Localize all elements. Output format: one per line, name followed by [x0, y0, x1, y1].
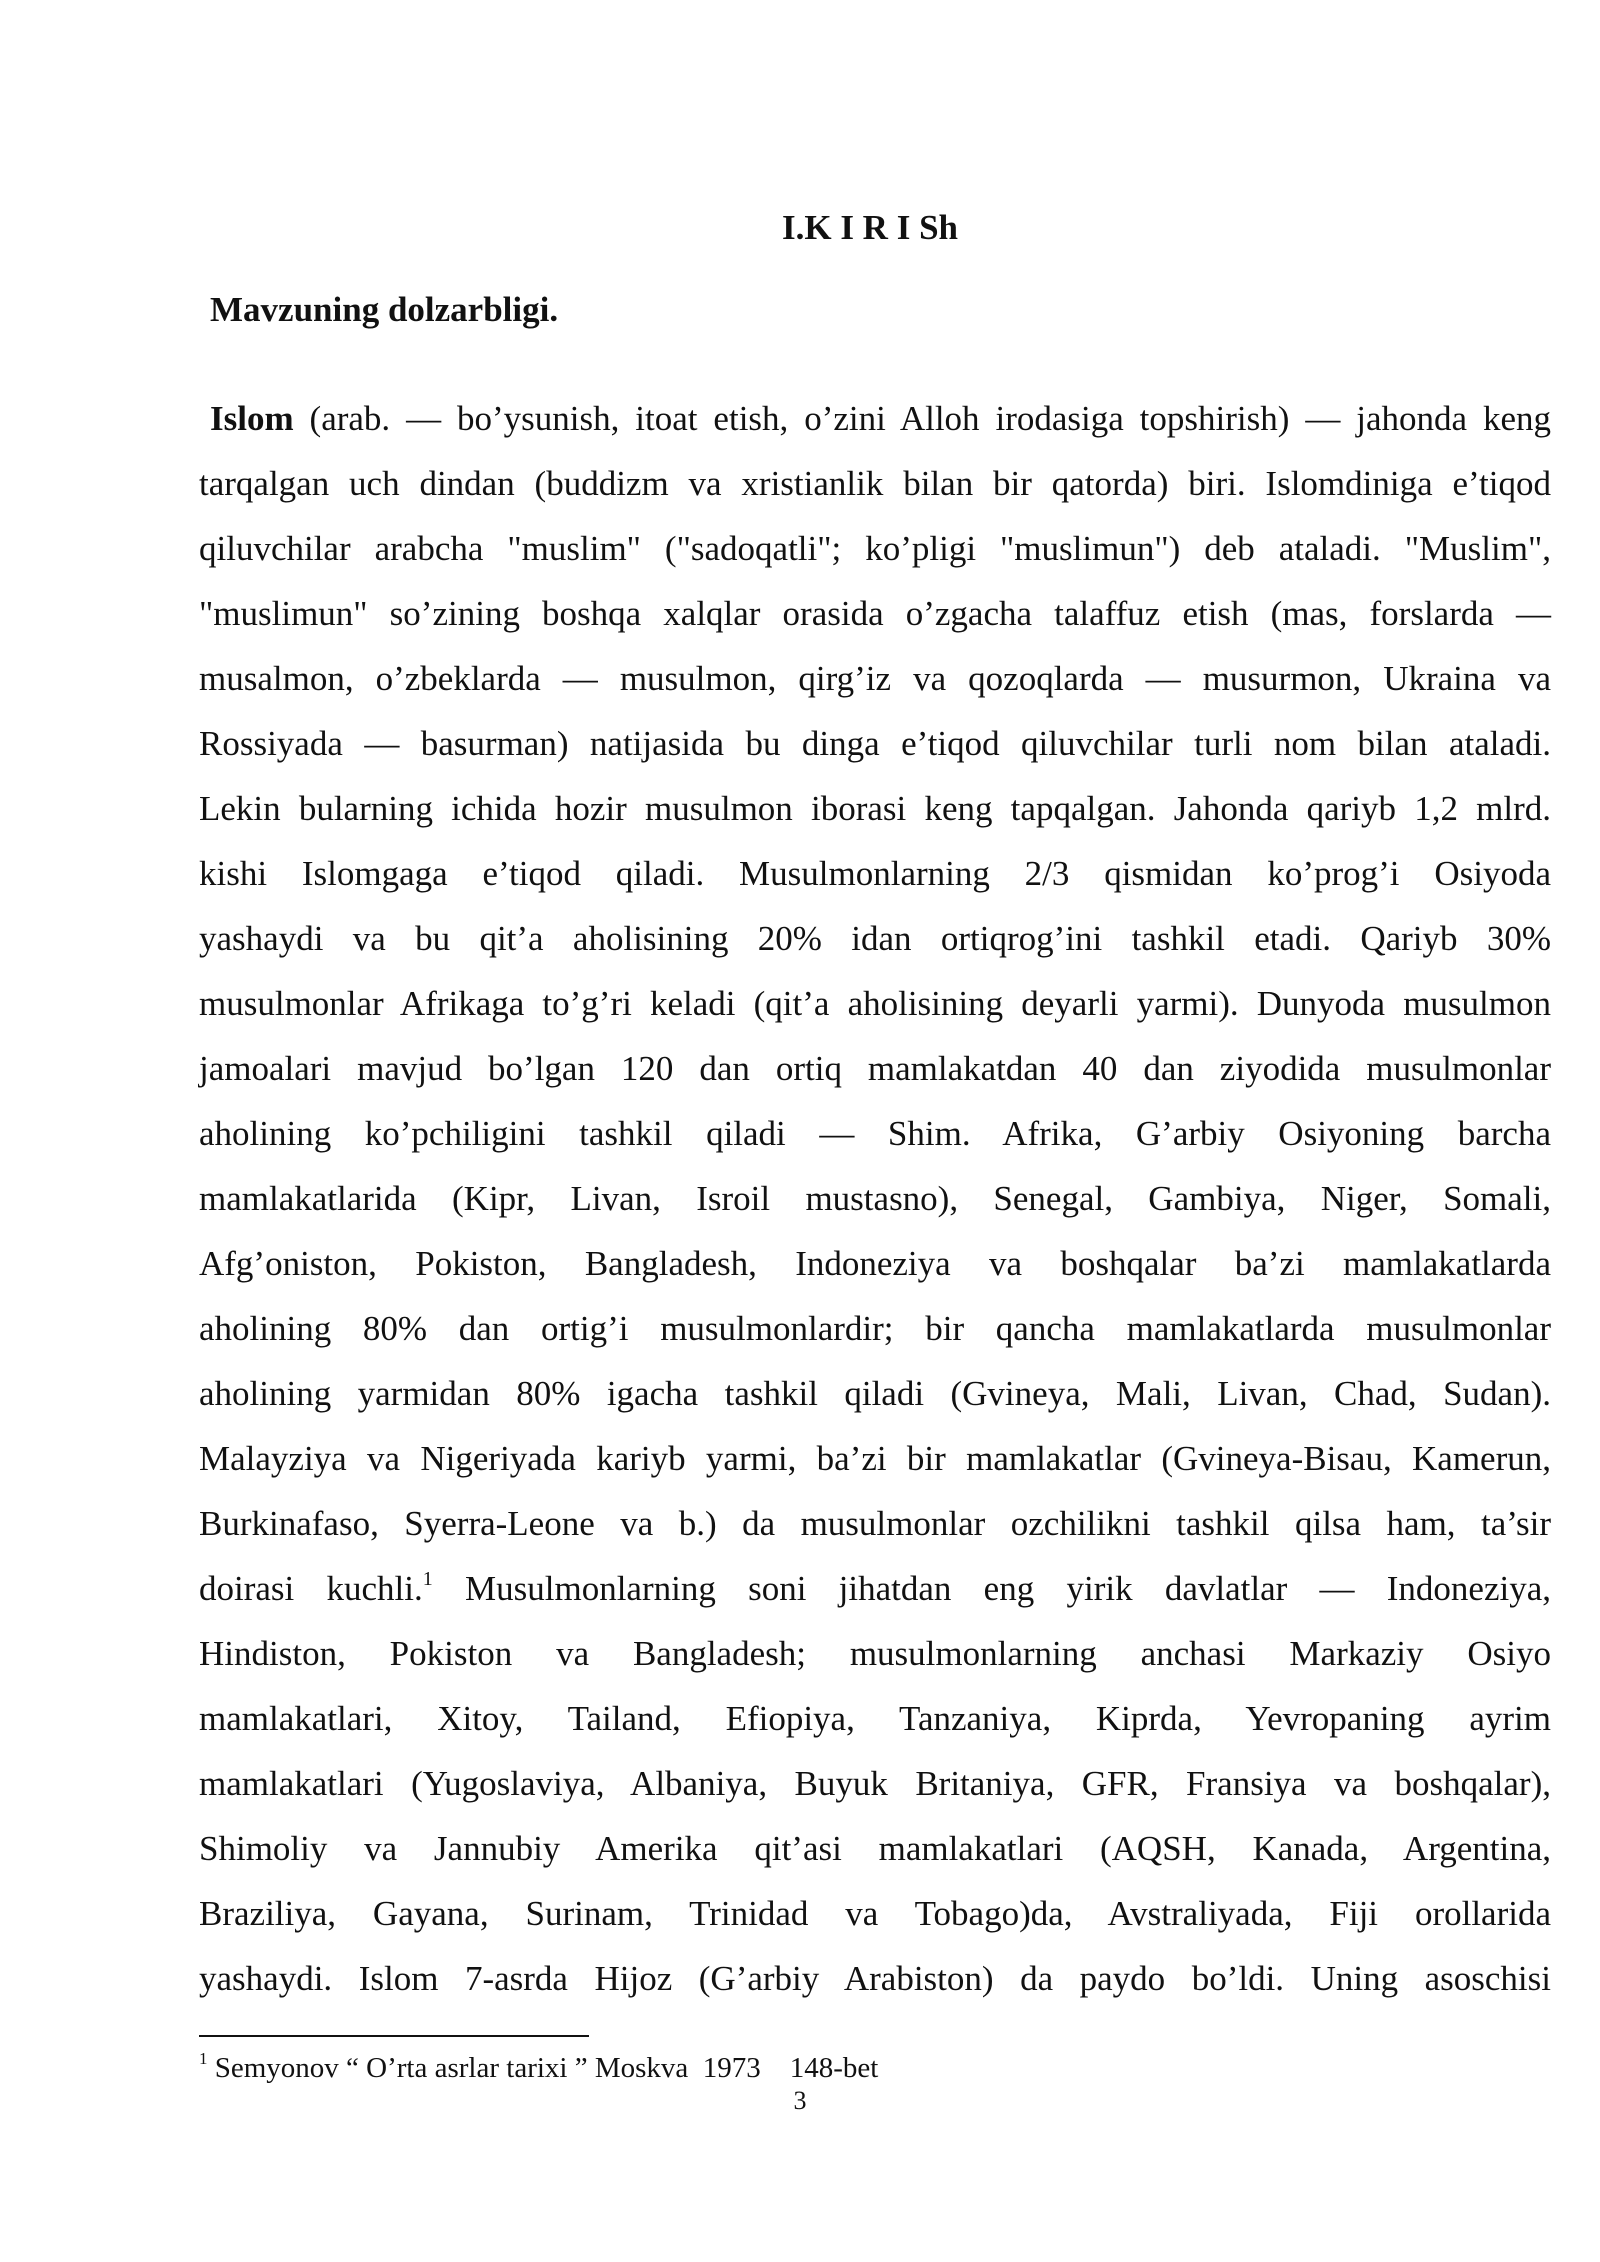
section-heading: Mavzuning dolzarbligi.: [210, 290, 559, 329]
body-line: yashaydi. Islom 7-asrda Hijoz (G’arbiy Arabiston) da paydo bo’ldi. Uning asoschisi: [199, 1959, 1551, 1998]
lead-term: Islom: [210, 399, 294, 438]
body-line: tarqalgan uch dindan (buddizm va xristianlik bilan bir qatorda) biri. Islomdiniga e’tiqod: [199, 464, 1551, 503]
footnote-separator: [199, 2035, 589, 2037]
body-line: qiluvchilar arabcha "muslim" ("sadoqatli"; ko’pligi "muslimun") deb ataladi. "Muslim",: [199, 529, 1551, 568]
body-paragraph: [199, 386, 1551, 2011]
body-line: mamlakatlari (Yugoslaviya, Albaniya, Buyuk Britaniya, GFR, Fransiya va boshqalar),: [199, 1764, 1551, 1803]
body-line-text: (arab. — bo’ysunish, itoat etish, o’zini Alloh irodasiga topshirish) — jahonda keng: [293, 399, 1551, 438]
body-line: Malayziya va Nigeriyada kariyb yarmi, ba’zi bir mamlakatlar (Gvineya-Bisau, Kamerun,: [199, 1439, 1551, 1478]
body-line: Hindiston, Pokiston va Bangladesh; musulmonlarning anchasi Markaziy Osiyo: [199, 1634, 1551, 1673]
body-line: mamlakatlarida (Kipr, Livan, Isroil mustasno), Senegal, Gambiya, Niger, Somali,: [199, 1179, 1551, 1218]
body-line-text: Musulmonlarning soni jihatdan eng yirik davlatlar — Indoneziya,: [432, 1569, 1551, 1608]
body-line-text: doirasi kuchli.: [199, 1569, 423, 1608]
body-line: yashaydi va bu qit’a aholisining 20% idan ortiqrog’ini tashkil etadi. Qariyb 30%: [199, 919, 1551, 958]
body-line: Burkinafaso, Syerra-Leone va b.) da musulmonlar ozchilikni tashkil qilsa ham, ta’sir: [199, 1504, 1551, 1543]
footnote-reference[interactable]: 1: [422, 1568, 433, 1591]
body-line: aholining 80% dan ortig’i musulmonlardir; bir qancha mamlakatlarda musulmonlar: [199, 1309, 1551, 1348]
page-number: 3: [793, 2086, 807, 2115]
body-line: aholining ko’pchiligini tashkil qiladi — Shim. Afrika, G’arbiy Osiyoning barcha: [199, 1114, 1551, 1153]
body-line: aholining yarmidan 80% igacha tashkil qiladi (Gvineya, Mali, Livan, Chad, Sudan).: [199, 1374, 1551, 1413]
footnote-text: Semyonov “ O’rta asrlar tarixi ” Moskva 1973 148-bet: [207, 2052, 879, 2084]
body-line: Braziliya, Gayana, Surinam, Trinidad va Tobago)da, Avstraliyada, Fiji orollarida: [199, 1894, 1551, 1933]
body-line: jamoalari mavjud bo’lgan 120 dan ortiq mamlakatdan 40 dan ziyodida musulmonlar: [199, 1049, 1551, 1088]
body-line: mamlakatlari, Xitoy, Tailand, Efiopiya, Tanzaniya, Kiprda, Yevropaning ayrim: [199, 1699, 1551, 1738]
body-line: kishi Islomgaga e’tiqod qiladi. Musulmonlarning 2/3 qismidan ko’prog’i Osiyoda: [199, 854, 1551, 893]
body-line: [199, 1556, 1551, 1621]
footnote-marker: 1: [199, 2049, 208, 2069]
body-line: "muslimun" so’zining boshqa xalqlar orasida o’zgacha talaffuz etish (mas, forslarda —: [199, 594, 1551, 633]
chapter-title: I.K I R I Sh: [781, 208, 959, 247]
body-line: musalmon, o’zbeklarda — musulmon, qirg’iz va qozoqlarda — musurmon, Ukraina va: [199, 659, 1551, 698]
body-line: musulmonlar Afrikaga to’g’ri keladi (qit’a aholisining deyarli yarmi). Dunyoda musulmon: [199, 984, 1551, 1023]
body-line: Shimoliy va Jannubiy Amerika qit’asi mamlakatlari (AQSH, Kanada, Argentina,: [199, 1829, 1551, 1868]
body-line: [199, 386, 1551, 451]
body-line: Rossiyada — basurman) natijasida bu dinga e’tiqod qiluvchilar turli nom bilan ataladi.: [199, 724, 1551, 763]
body-line: Afg’oniston, Pokiston, Bangladesh, Indoneziya va boshqalar ba’zi mamlakatlarda: [199, 1244, 1551, 1283]
footnote: [199, 2050, 878, 2086]
body-line: Lekin bularning ichida hozir musulmon iborasi keng tapqalgan. Jahonda qariyb 1,2 mlrd.: [199, 789, 1551, 828]
